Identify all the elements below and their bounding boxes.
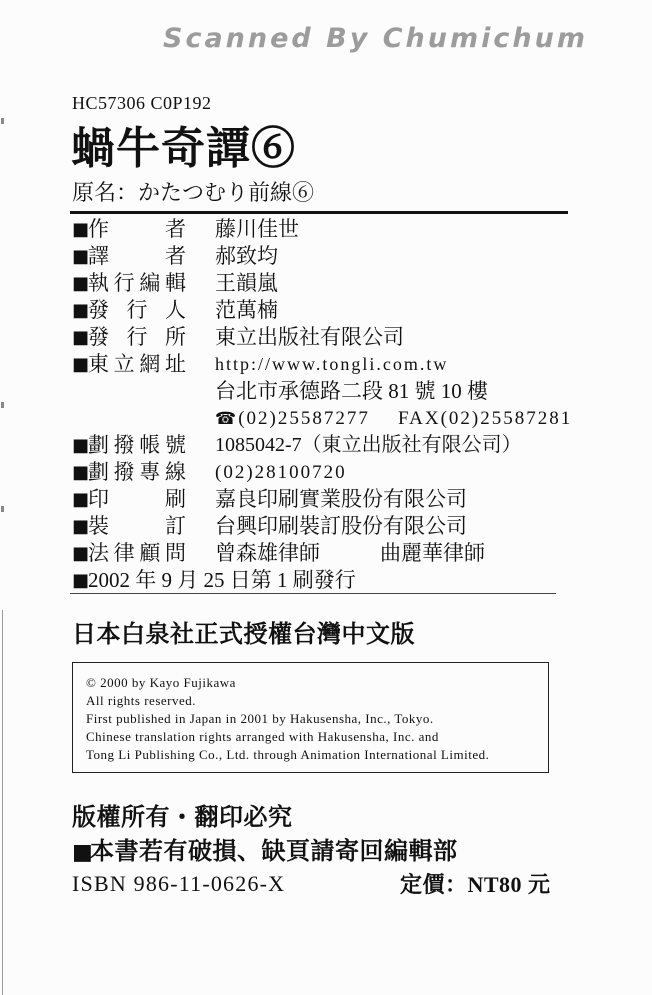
credit-row-printing [72, 486, 572, 513]
scan-mark [1, 506, 4, 512]
credits-list [72, 216, 572, 594]
title-divider [70, 211, 568, 214]
credits-divider [70, 593, 556, 594]
copyright-box [72, 662, 549, 773]
credit-value: 范萬楠 [215, 298, 278, 322]
credit-label: 作 者 [88, 217, 186, 241]
credit-label: 譯 者 [88, 244, 186, 268]
issue-date: 2002 年 9 月 25 日第 1 刷發行 [88, 568, 356, 592]
lawyer-name: 曲麗華律師 [380, 541, 485, 565]
scan-mark [1, 118, 4, 124]
bullet-square: ■ [72, 273, 90, 294]
copyright-line: All rights reserved. [86, 693, 197, 708]
copyright-line: Tong Li Publishing Co., Ltd. through Animation International Limited. [86, 747, 490, 762]
bullet-square: ■ [72, 840, 94, 865]
phone-fax-row [72, 405, 572, 432]
bullet-square: ■ [72, 327, 90, 348]
credit-label: 劃 撥 專 線 [88, 460, 186, 484]
credit-value: (02)28100720 [215, 462, 347, 483]
scan-edge-line [2, 610, 3, 995]
copyright-line: First published in Japan in 2001 by Hakusensha, Inc., Tokyo. [86, 711, 434, 726]
bullet-square: ■ [72, 462, 90, 483]
credit-row-binding [72, 513, 572, 540]
credit-value: 嘉良印刷實業股份有限公司 [215, 487, 467, 511]
credit-value: 1085042-7（東立出版社有限公司） [215, 434, 522, 456]
credit-label: 法 律 顧 問 [88, 541, 186, 565]
website-url: http://www.tongli.com.tw [215, 354, 449, 374]
credit-label: 執 行 編 輯 [88, 271, 186, 295]
isbn: ISBN 986-11-0626-X [72, 871, 286, 896]
return-notice-text: 本書若有破損、缺頁請寄回編輯部 [90, 839, 458, 865]
phone-group [215, 405, 398, 433]
publisher-address: 台北市承德路二段 81 號 10 樓 [215, 379, 488, 403]
lawyer-name: 曾森雄律師 [215, 541, 320, 565]
credit-row-giro-account [72, 432, 572, 459]
phone-fax [215, 405, 572, 433]
phone-number: (02)25587277 [238, 407, 370, 429]
credit-label: 印 刷 [88, 487, 186, 511]
credit-row-legal-counsel [72, 540, 572, 567]
credit-row-translator [72, 243, 572, 270]
catalog-code: HC57306 C0P192 [72, 93, 212, 113]
rights-notice: 版權所有・翻印必究 [72, 805, 293, 831]
credit-value: 藤川佳世 [215, 217, 299, 241]
credit-label: 東 立 網 址 [88, 352, 186, 376]
copyright-lines [86, 674, 489, 764]
credit-value: 東立出版社有限公司 [215, 325, 404, 349]
credit-value: 台興印刷裝訂股份有限公司 [215, 514, 467, 538]
copyright-line: Chinese translation rights arranged with Hakusensha, Inc. and [86, 729, 439, 744]
book-title: 蝸牛奇譚⑥ [71, 124, 296, 173]
scanner-watermark: Scanned By Chumichum [163, 23, 588, 54]
credit-row-author [72, 216, 572, 243]
credit-row-giro-line [72, 459, 572, 486]
issue-date-row [72, 567, 572, 594]
copyright-line: © 2000 by Kayo Fujikawa [86, 675, 236, 690]
bullet-square: ■ [72, 300, 90, 321]
bullet-square: ■ [72, 570, 90, 591]
bullet-square: ■ [72, 219, 90, 240]
license-statement: 日本白泉社正式授權台灣中文版 [72, 622, 415, 648]
credit-row-website [72, 351, 572, 378]
scan-mark [1, 402, 4, 408]
credit-label: 發 行 人 [88, 298, 186, 322]
fax-number: FAX(02)25587281 [398, 407, 573, 429]
address-row [72, 378, 572, 405]
bullet-square: ■ [72, 246, 90, 267]
bullet-square: ■ [72, 435, 90, 456]
credit-value: 郝致均 [215, 244, 278, 268]
bullet-square: ■ [72, 489, 90, 510]
bullet-square: ■ [72, 543, 90, 564]
return-notice [72, 837, 458, 868]
credit-label: 裝 訂 [88, 514, 186, 538]
credit-row-publisher-company [72, 324, 572, 351]
credit-label: 劃 撥 帳 號 [88, 433, 186, 457]
credit-row-editor [72, 270, 572, 297]
credit-value: 王韻嵐 [215, 271, 278, 295]
price: 定價：NT80 元 [400, 872, 551, 897]
bullet-square: ■ [72, 516, 90, 537]
original-title: 原名：かたつむり前線⑥ [72, 180, 315, 205]
bullet-square: ■ [72, 354, 90, 375]
telephone-icon [215, 408, 238, 429]
credit-label: 發 行 所 [88, 325, 186, 349]
credit-row-publisher-person [72, 297, 572, 324]
lawyer-list [215, 540, 485, 567]
